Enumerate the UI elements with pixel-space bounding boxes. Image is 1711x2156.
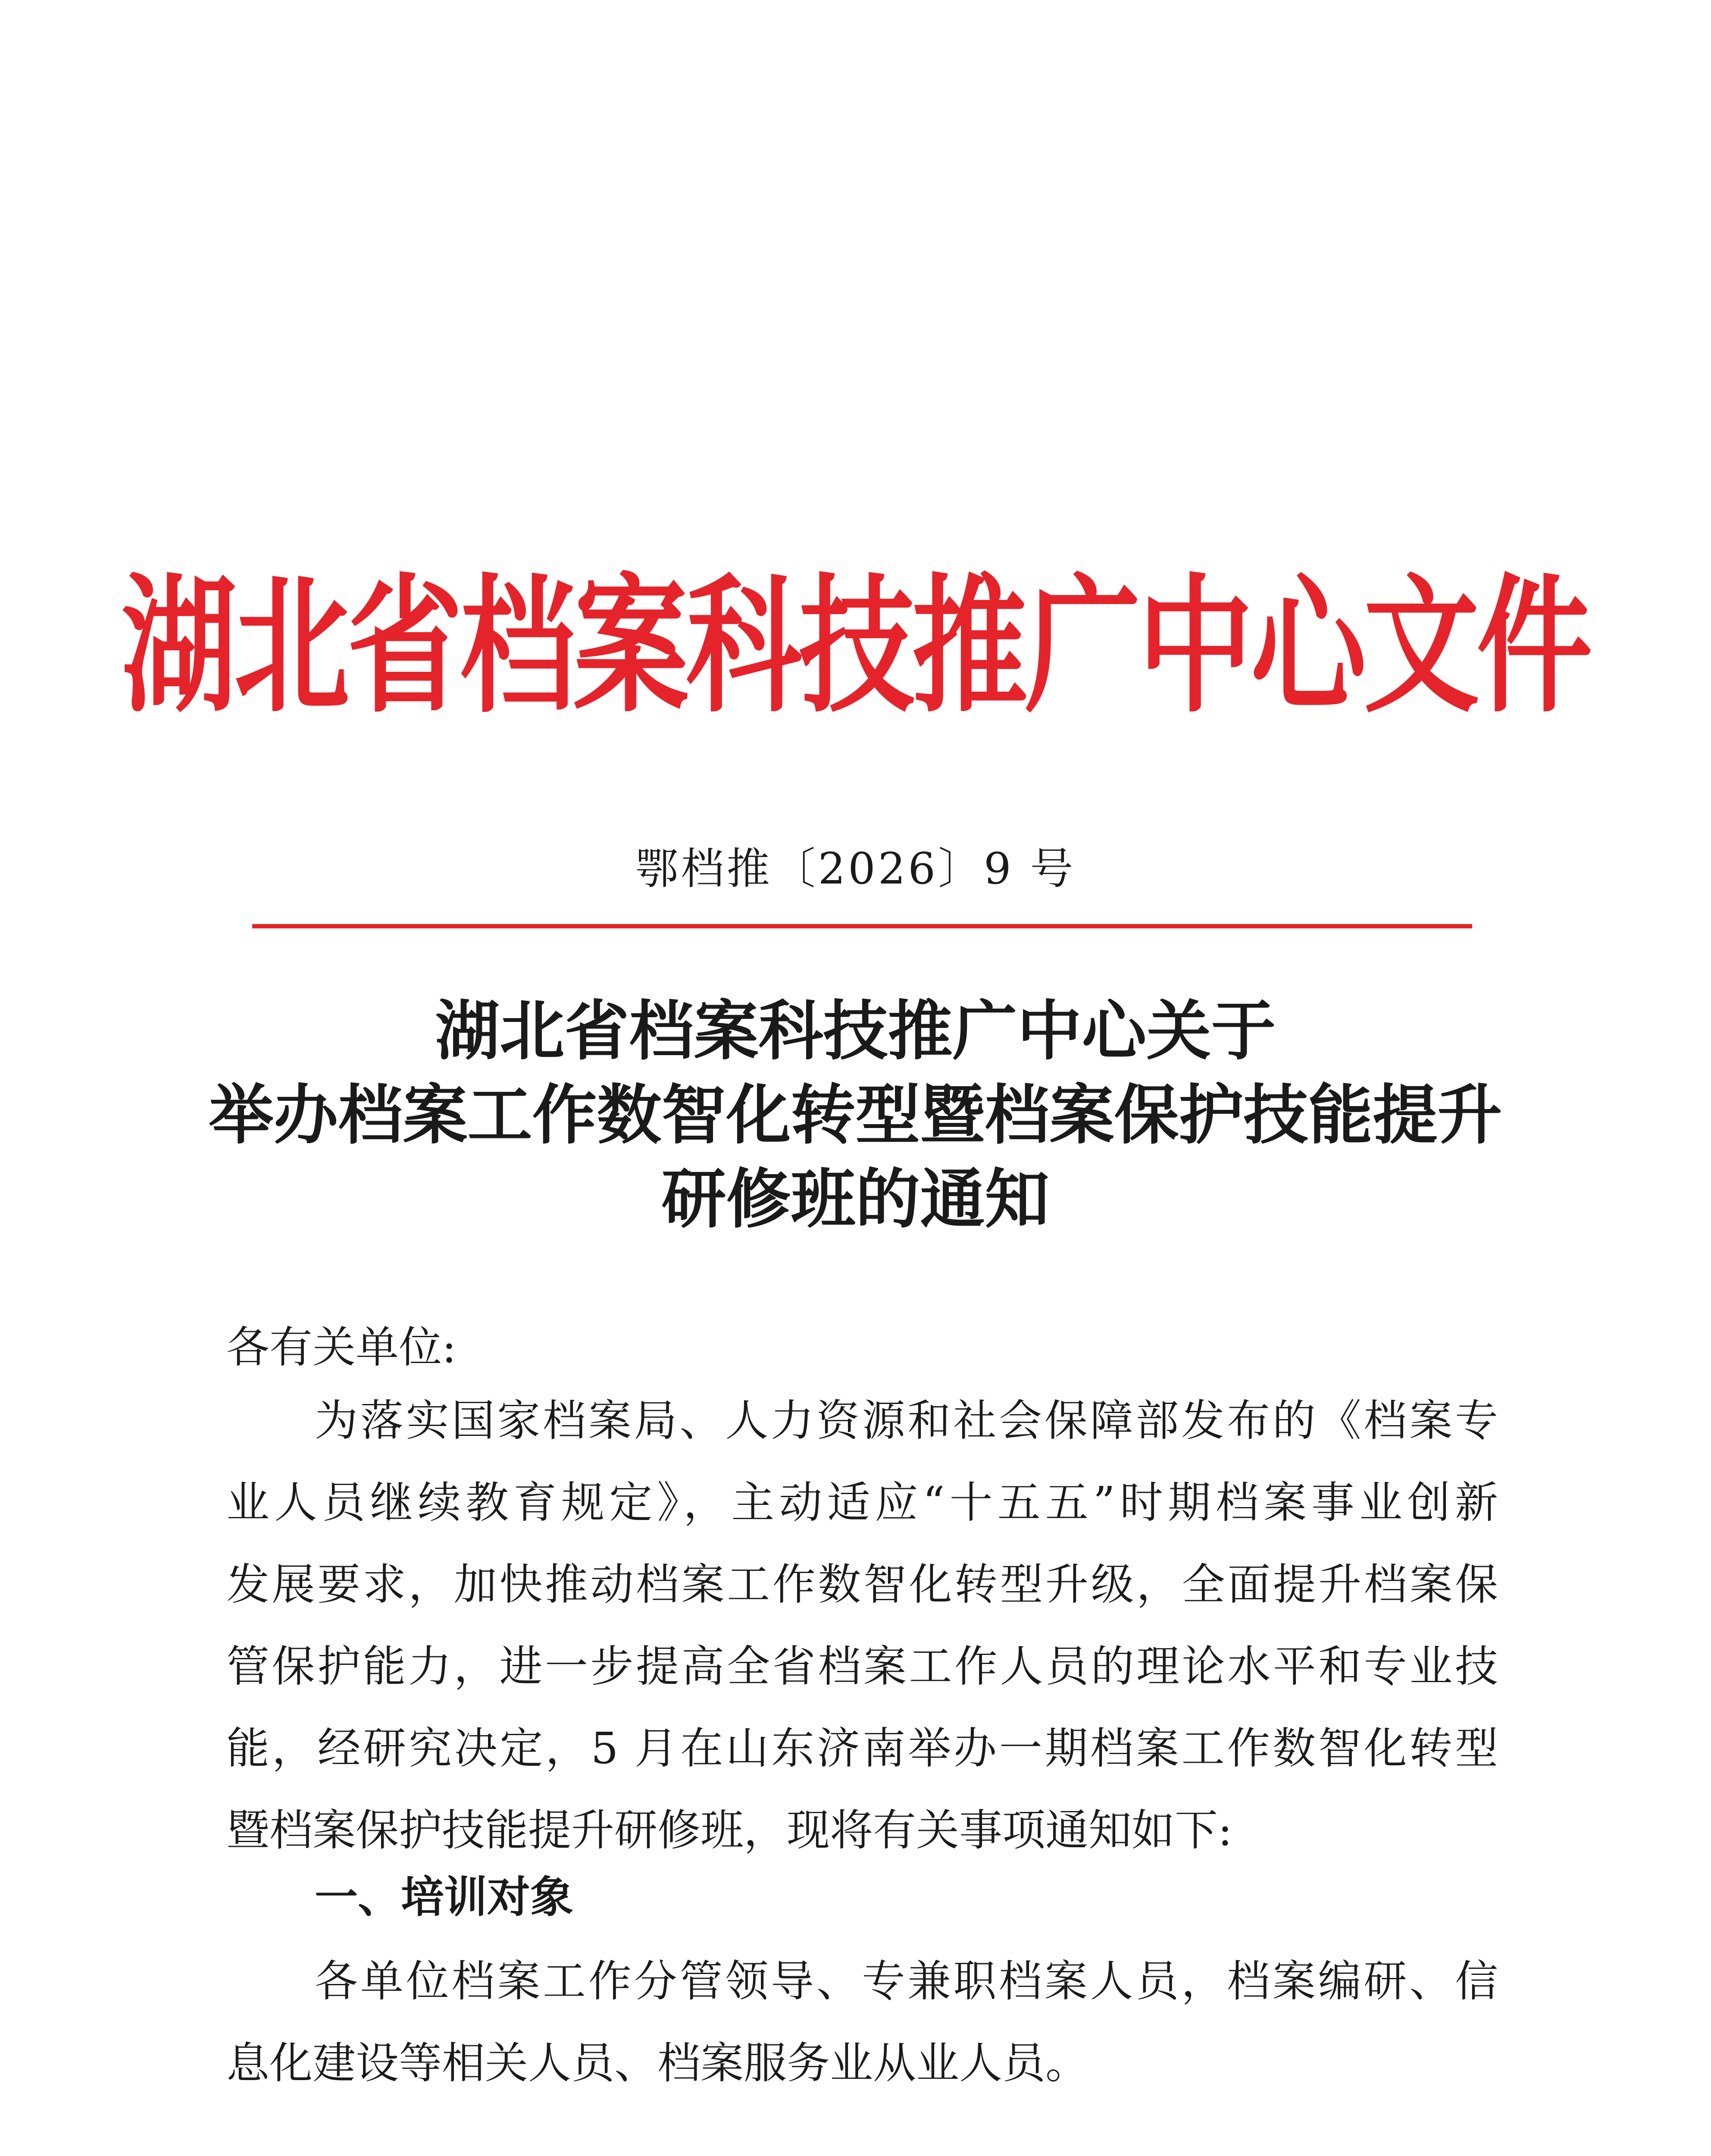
- salutation: 各有关单位:: [226, 1322, 457, 1373]
- intro-paragraph: [226, 1380, 1498, 1871]
- paragraph-line: 息化建设等相关人员、档案服务业从业人员。: [226, 2038, 1089, 2088]
- notice-title: [0, 990, 1711, 1242]
- masthead-title: 湖北省档案科技推广中心文件: [121, 559, 1590, 733]
- paragraph-line: 发展要求，加快推动档案工作数智化转型升级，全面提升档案保: [226, 1559, 1498, 1610]
- title-line: 举办档案工作数智化转型暨档案保护技能提升: [209, 1078, 1502, 1153]
- paragraph-line: 能，经研究决定，5 月在山东济南举办一期档案工作数智化转型: [226, 1723, 1498, 1774]
- section-1-paragraph: [226, 1940, 1498, 2104]
- paragraph-line: 暨档案保护技能提升研修班，现将有关事项通知如下:: [226, 1805, 1232, 1855]
- red-divider-rule: [252, 924, 1472, 928]
- paragraph-line: 为落实国家档案局、人力资源和社会保障部发布的《档案专: [315, 1395, 1498, 1446]
- section-heading-training-targets: 一、培训对象: [315, 1872, 573, 1922]
- paragraph-line: 业人员继续教育规定》，主动适应“十五五”时期档案事业创新: [226, 1477, 1498, 1528]
- title-line: 研修班的通知: [661, 1162, 1050, 1237]
- document-number: 鄂档推〔2026〕9 号: [635, 843, 1076, 894]
- paragraph-line: 管保护能力，进一步提高全省档案工作人员的理论水平和专业技: [226, 1641, 1498, 1692]
- title-line: 湖北省档案科技推广中心关于: [435, 994, 1276, 1069]
- paragraph-line: 各单位档案工作分管领导、专兼职档案人员，档案编研、信: [315, 1956, 1498, 2006]
